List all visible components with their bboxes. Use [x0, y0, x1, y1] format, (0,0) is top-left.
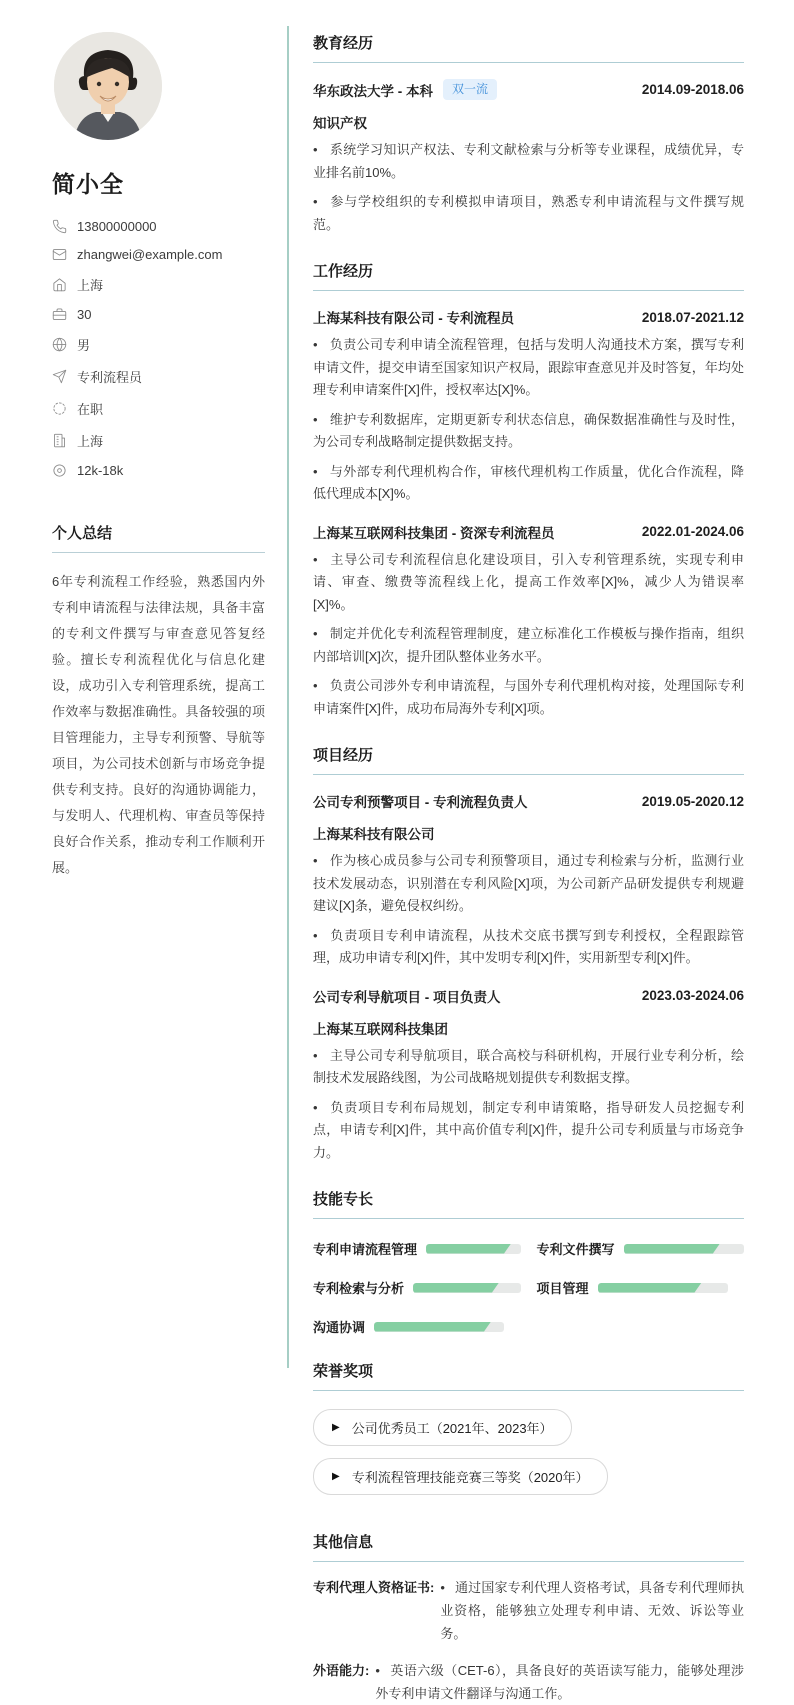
contact-row	[52, 367, 265, 386]
contact-row	[52, 335, 265, 354]
other-info-item	[313, 1576, 744, 1645]
honor-pill[interactable]	[313, 1458, 608, 1495]
status-icon	[52, 401, 67, 416]
skill-row	[313, 1278, 521, 1297]
gender-icon	[52, 337, 67, 352]
work-section	[313, 260, 744, 720]
honor-pill[interactable]	[313, 1409, 572, 1446]
entry-bullets	[313, 850, 744, 970]
other-info-label: 外语能力:	[313, 1663, 370, 1678]
bullet-item: • 负责公司专利申请全流程管理，包括与发明人沟通技术方案，撰写专利申请文件，提交申请至国家知识产权局，跟踪审查意见并及时答复，年均处理专利申请案件[X]件，授权率达[X]%。	[313, 337, 744, 397]
skills-section-title: 技能专长	[313, 1188, 744, 1219]
contact-row	[52, 431, 265, 450]
mail-icon	[52, 247, 67, 262]
honor-list	[313, 1409, 744, 1507]
contact-row	[52, 399, 265, 418]
education-section-title: 教育经历	[313, 32, 744, 63]
contact-text: 30	[77, 307, 92, 322]
entry-organization: 上海某科技有限公司	[313, 827, 435, 842]
entry-title-text: 上海某科技有限公司 - 专利流程员	[313, 311, 514, 326]
education-entries	[313, 79, 744, 236]
skill-bar	[598, 1283, 728, 1293]
entry-header	[313, 791, 744, 811]
entry-title-text: 公司专利导航项目 - 项目负责人	[313, 989, 501, 1005]
skill-row	[537, 1278, 745, 1297]
honor-text: 专利流程管理技能竞赛三等奖（2020年）	[351, 1470, 589, 1485]
work-entries	[313, 307, 744, 720]
entry-title-text: 公司专利预警项目 - 专利流程负责人	[313, 795, 528, 810]
other-info-text: • 英语六级（CET-6），具备良好的英语读写能力，能够处理涉外专利申请文件翻译与沟通工作。	[375, 1663, 744, 1701]
vertical-divider	[287, 26, 289, 1368]
bullet-item: • 主导公司专利导航项目，联合高校与科研机构，开展行业专利分析，绘制技术发展路线图，为公司战略规划提供专利数据支撑。	[313, 1047, 744, 1085]
skill-bar	[426, 1244, 520, 1254]
company-icon	[52, 433, 67, 448]
skills-section	[313, 1188, 744, 1336]
other-info-text: • 通过国家专利代理人资格考试，具备专利代理师执业资格，能够独立处理专利申请、无效、诉讼等业务。	[440, 1580, 744, 1641]
skill-bar-fill	[426, 1244, 511, 1254]
entry-date: 2014.09-2018.06	[641, 82, 744, 97]
bullet-dot: •	[313, 927, 318, 943]
bullet-item: • 负责项目专利申请流程，从技术交底书撰写到专利授权，全程跟踪管理，成功申请专利[X]件，其中发明专利[X]件，实用新型专利[X]件。	[313, 927, 744, 965]
bullet-item: • 维护专利数据库，定期更新专利状态信息，确保数据准确性与及时性，为公司专利战略制定提供数据支持。	[313, 411, 744, 449]
contact-text: 上海	[77, 434, 104, 449]
entry-date: 2019.05-2020.12	[641, 793, 744, 809]
bullet-item: • 系统学习知识产权法、专利文献检索与分析等专业课程，成绩优异，专业排名前10%。	[313, 142, 744, 180]
other-info-item	[313, 1659, 744, 1705]
other-info-label: 专利代理人资格证书:	[313, 1580, 435, 1595]
other-info-section-title: 其他信息	[313, 1531, 744, 1562]
bullet-dot: •	[313, 142, 318, 157]
bullet-dot: •	[313, 463, 318, 479]
entry-header	[313, 986, 744, 1006]
honor-text: 公司优秀员工（2021年、2023年）	[351, 1421, 553, 1436]
entry-date: 2022.01-2024.06	[641, 524, 744, 539]
skill-bar-fill	[374, 1322, 491, 1332]
bullet-item: • 参与学校组织的专利模拟申请项目，熟悉专利申请流程与文件撰写规范。	[313, 194, 744, 232]
contact-text: 专利流程员	[77, 370, 143, 385]
resume-entry	[313, 791, 744, 970]
entry-bullets	[313, 549, 744, 721]
skill-label: 专利文件撰写	[536, 1242, 615, 1257]
bullet-dot: •	[313, 853, 318, 868]
skill-label: 专利检索与分析	[313, 1281, 405, 1296]
skill-row	[537, 1239, 745, 1258]
avatar	[54, 32, 162, 140]
resume-entry	[313, 307, 744, 506]
entry-title	[313, 79, 497, 100]
job-title-icon	[52, 369, 67, 384]
contact-row	[52, 219, 265, 234]
honors-section-title: 荣誉奖项	[313, 1360, 744, 1391]
summary-text: 6年专利流程工作经验，熟悉国内外专利申请流程与法律法规，具备丰富的专利文件撰写与审查意见答复经验。擅长专利流程优化与信息化建设，成功引入专利管理系统，提高工作效率与数据准确性。具备较强的项目管理能力，主导专利预警、导航等项目，为公司技术创新与市场竞争提供专利支持。良好的沟通协调能力，与发明人、代理机构、审查员等保持良好合作关系，推动专利工作顺利开展。	[52, 574, 265, 875]
skill-bar-fill	[413, 1283, 499, 1293]
contact-text: 上海	[77, 278, 104, 293]
skill-label: 项目管理	[536, 1281, 589, 1296]
entry-organization: 知识产权	[313, 116, 367, 131]
other-info-section	[313, 1531, 744, 1705]
entry-organization: 上海某互联网科技集团	[313, 1021, 448, 1037]
sidebar	[0, 0, 287, 1408]
contact-text: 13800000000	[77, 219, 157, 234]
bullet-dot: •	[313, 194, 318, 209]
skill-row	[313, 1239, 521, 1258]
project-entries	[313, 791, 744, 1164]
salary-icon	[52, 463, 67, 478]
summary-section-title: 个人总结	[52, 522, 265, 553]
bullet-item: • 负责公司涉外专利申请流程，与国外专利代理机构对接，处理国际专利申请案件[X]件，成功布局海外专利[X]项。	[313, 678, 744, 716]
entry-header	[313, 307, 744, 327]
other-info-list	[313, 1576, 744, 1705]
entry-date: 2018.07-2021.12	[641, 309, 744, 325]
skill-bar	[624, 1244, 744, 1254]
bullet-item: • 作为核心成员参与公司专利预警项目，通过专利检索与分析，监测行业技术发展动态，识别潜在专利风险[X]项，为公司新产品研发提供专利规避建议[X]条，避免侵权纠纷。	[313, 853, 744, 913]
resume-entry	[313, 79, 744, 236]
skill-bar	[374, 1322, 504, 1332]
bullet-dot: •	[313, 1047, 318, 1063]
contact-text: 在职	[77, 402, 104, 417]
entry-title	[313, 791, 528, 811]
bullet-item: • 负责项目专利布局规划，制定专利申请策略，指导研发人员挖掘专利点，申请专利[X]件，其中高价值专利[X]件，提升公司专利质量与市场竞争力。	[313, 1099, 744, 1160]
projects-section-title: 项目经历	[313, 744, 744, 775]
skills-grid	[313, 1239, 744, 1336]
skill-label: 专利申请流程管理	[313, 1242, 418, 1257]
bullet-dot: •	[313, 1099, 318, 1115]
bullet-item: • 制定并优化专利流程管理制度，建立标准化工作模板与操作指南，组织内部培训[X]次，提升团队整体业务水平。	[313, 626, 744, 664]
skill-row	[313, 1317, 521, 1336]
bullet-dot: •	[440, 1580, 445, 1595]
bullet-dot: •	[313, 551, 318, 567]
candidate-name: 简小全	[52, 171, 124, 197]
honors-section	[313, 1360, 744, 1507]
bullet-dot: •	[313, 411, 318, 427]
bullet-item: • 与外部专利代理机构合作，审核代理机构工作质量，优化合作流程，降低代理成本[X]%。	[313, 463, 744, 501]
entry-title	[313, 522, 555, 542]
entry-header	[313, 79, 744, 100]
entry-bullets	[313, 1045, 744, 1165]
entry-title-text: 上海某互联网科技集团 - 资深专利流程员	[313, 525, 555, 541]
age-icon	[52, 307, 67, 322]
home-icon	[52, 277, 67, 292]
entry-title	[313, 307, 514, 327]
contact-text: zhangwei@example.com	[77, 247, 223, 262]
avatar-photo-placeholder	[54, 32, 162, 140]
entry-title	[313, 986, 501, 1006]
contact-text: 12k-18k	[77, 463, 124, 478]
bullet-dot: •	[375, 1663, 380, 1678]
entry-header	[313, 522, 744, 542]
bullet-dot: •	[313, 678, 318, 693]
skill-label: 沟通协调	[313, 1320, 366, 1335]
bullet-item: • 主导公司专利流程信息化建设项目，引入专利管理系统，实现专利申请、审查、缴费等流程线上化，提高工作效率[X]%，减少人为错误率[X]%。	[313, 551, 744, 612]
main-content	[287, 0, 794, 1701]
resume-entry	[313, 522, 744, 721]
work-section-title: 工作经历	[313, 260, 744, 291]
resume-entry	[313, 986, 744, 1165]
skill-bar-fill	[624, 1244, 720, 1254]
contact-list	[52, 219, 265, 478]
bullet-dot: •	[313, 626, 318, 641]
projects-section	[313, 744, 744, 1164]
skill-bar-fill	[598, 1283, 702, 1293]
entry-bullets	[313, 139, 744, 236]
play-triangle-icon: ▶	[332, 1422, 340, 1433]
entry-title-text: 华东政法大学 - 本科	[313, 83, 433, 99]
contact-row	[52, 307, 265, 322]
contact-text: 男	[77, 338, 91, 353]
phone-icon	[52, 219, 67, 234]
education-section	[313, 32, 744, 236]
entry-bullets	[313, 334, 744, 506]
play-triangle-icon: ▶	[332, 1471, 340, 1482]
bullet-dot: •	[313, 337, 318, 352]
contact-row	[52, 463, 265, 478]
skill-bar	[413, 1283, 520, 1293]
contact-row	[52, 247, 265, 262]
contact-row	[52, 275, 265, 294]
school-badge: 双一流	[443, 79, 497, 100]
entry-date: 2023.03-2024.06	[641, 988, 744, 1003]
